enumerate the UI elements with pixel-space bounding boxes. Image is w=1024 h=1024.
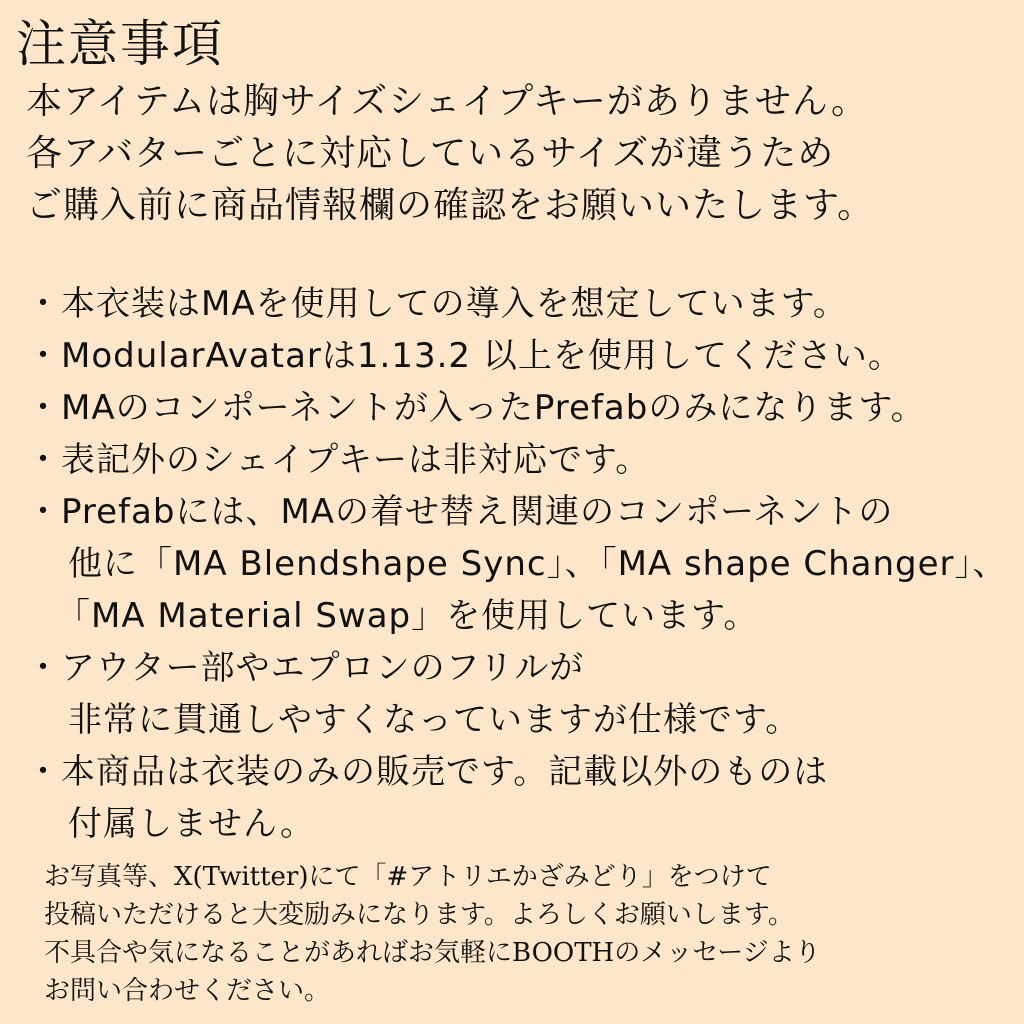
footer-line: お写真等、X(Twitter)にて「#アトリエかざみどり」をつけて <box>44 862 772 892</box>
note-item-continuation: 付属しません。 <box>68 804 316 844</box>
intro-line: 本アイテムは胸サイズシェイプキーがありません。 <box>26 81 869 122</box>
note-item: ・本商品は衣装のみの販売です。記載以外のものは <box>26 752 829 792</box>
page-title: 注意事項 <box>16 15 224 73</box>
note-item: ・アウター部やエプロンのフリルが <box>26 648 585 688</box>
note-item-continuation: 非常に貫通しやすくなっていますが仕様です。 <box>68 700 801 740</box>
intro-paragraph <box>26 76 874 232</box>
note-item: ・Prefabには、MAの着せ替え関連のコンポーネントの <box>26 492 894 532</box>
footer-line: 投稿いただけると大変励みになります。よろしくお願いします。 <box>44 900 794 930</box>
note-item: ・ModularAvatarは1.13.2 以上を使用してください。 <box>26 336 903 376</box>
note-item: ・本衣装はMAを使用しての導入を想定しています。 <box>26 284 848 324</box>
notes-list <box>26 278 1008 850</box>
note-item-continuation: 「MA Material Swap」を使用しています。 <box>56 596 759 636</box>
note-item: ・表記外のシェイプキーは非対応です。 <box>26 440 651 480</box>
footer-message <box>44 858 821 1010</box>
footer-line: お問い合わせください。 <box>44 976 331 1006</box>
note-item: ・MAのコンポーネントが入ったPrefabのみになります。 <box>26 388 926 428</box>
note-item-continuation: 他に「MA Blendshape Sync」、「MA shape Changer」、 <box>68 544 1008 584</box>
footer-line: 不具合や気になることがあればお気軽にBOOTHのメッセージより <box>44 938 821 968</box>
intro-line: 各アバターごとに対応しているサイズが違うため <box>26 133 835 174</box>
intro-line: ご購入前に商品情報欄の確認をお願いいたします。 <box>26 185 875 226</box>
